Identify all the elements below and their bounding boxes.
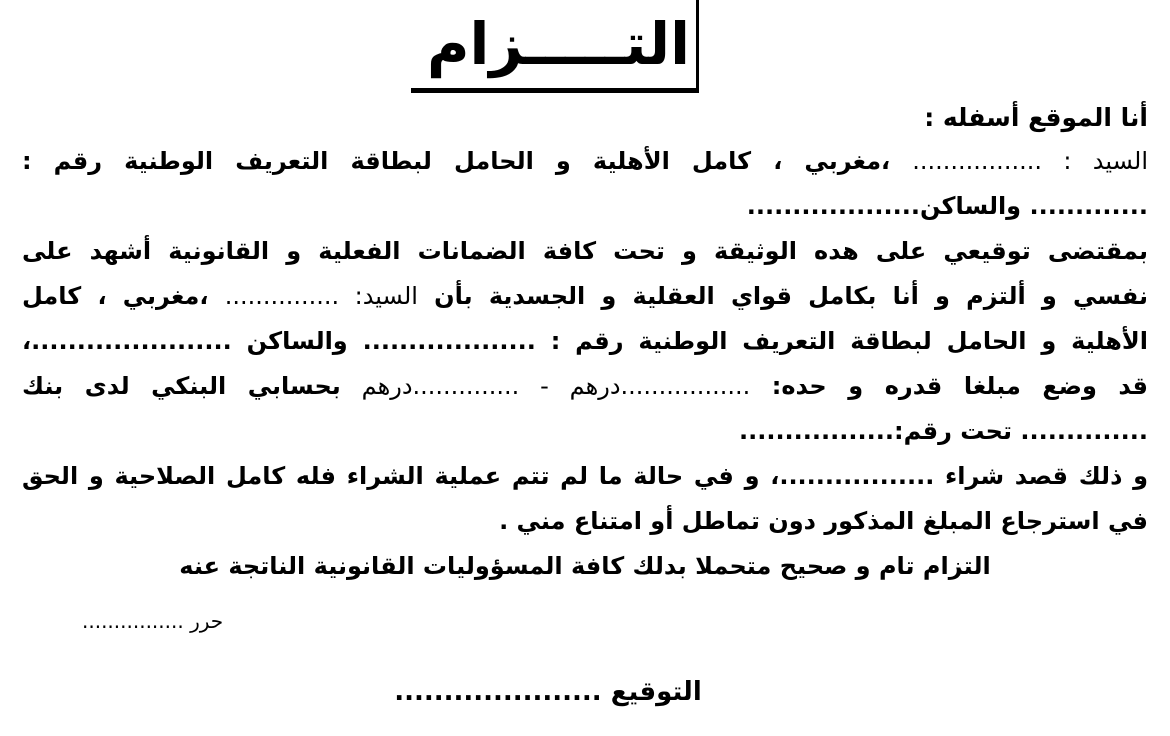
purpose-tail-text: و في حالة ما لم تتم عملية الشراء فله كامل الصلاحية و الحق <box>22 462 760 490</box>
document-header <box>0 0 1118 93</box>
bank-name-blank-field[interactable]: .............. <box>1012 417 1148 445</box>
party2-mr-label: السيد: <box>339 282 418 310</box>
purpose-lead-text: و ذلك قصد شراء <box>934 462 1149 490</box>
residence2-label: والساكن <box>231 327 348 355</box>
party2-id-lead-text: الأهلية و الحامل لبطاقة التعريف الوطنية رقم : <box>535 327 1148 355</box>
party1-address-blank-field[interactable]: ................... <box>746 192 920 220</box>
line-amount <box>22 364 1148 409</box>
party1-details-text: ،مغربي ، كامل الأهلية و الحامل لبطاقة التعريف الوطنية رقم : <box>22 147 913 175</box>
line-pledge: بمقتضى توقيعي على هده الوثيقة و تحت كافة الضمانات الفعلية و القانونية أشهد على <box>22 237 1148 265</box>
party2-address-blank-field[interactable]: ......................، <box>22 327 232 355</box>
account-number-label: تحت رقم: <box>893 417 1012 445</box>
line-party2 <box>22 274 1148 319</box>
amount-blank-fields[interactable]: .................درهم - ..............درهم <box>340 372 751 400</box>
amount-lead-text: قد وضع مبلغا قدره و حده: <box>750 372 1148 400</box>
line-party2-id <box>22 319 1148 364</box>
line-purpose <box>22 454 1148 499</box>
intro-line: أنا الموقع أسفله : <box>924 103 1148 132</box>
account-number-blank-field[interactable]: ................. <box>738 417 894 445</box>
party1-name-blank-field[interactable]: ................. <box>912 147 1042 175</box>
line-account <box>22 409 1148 454</box>
party2-lead-text: نفسي و ألتزم و أنا بكامل قواي العقلية و الجسدية بأن <box>417 282 1148 310</box>
line-party1 <box>22 139 1148 184</box>
purpose-blank-field[interactable]: .................، <box>759 462 935 490</box>
document-title: التـــــزام <box>411 0 696 93</box>
party1-mr-label: السيد : <box>1041 147 1149 175</box>
signature-blank-field[interactable]: ..................... <box>394 677 602 707</box>
line-refund: في استرجاع المبلغ المذكور دون تماطل أو امتناع مني . <box>499 507 1148 535</box>
line-residence1 <box>22 184 1148 229</box>
party2-name-blank-field[interactable]: ............... <box>224 282 340 310</box>
party1-id-blank-field[interactable]: ............. <box>1021 192 1148 220</box>
party2-details-text: ،مغربي ، كامل <box>22 282 225 310</box>
signature-label: التوقيع <box>601 677 702 707</box>
residence1-label: والساكن <box>919 192 1022 220</box>
line-written-at <box>22 605 1148 637</box>
line-closing: التزام تام و صحيح متحملا بدلك كافة المسؤوليات القانونية الناتجة عنه <box>179 552 991 580</box>
written-at-blank-field[interactable]: ................ <box>82 609 184 633</box>
line-signature <box>0 677 1111 707</box>
party2-id-blank-field[interactable]: ................... <box>347 327 536 355</box>
amount-tail-text: بحسابي البنكي لدى بنك <box>22 372 341 400</box>
written-at-label: حرر <box>183 609 224 633</box>
text-cursor-caret <box>696 0 699 93</box>
